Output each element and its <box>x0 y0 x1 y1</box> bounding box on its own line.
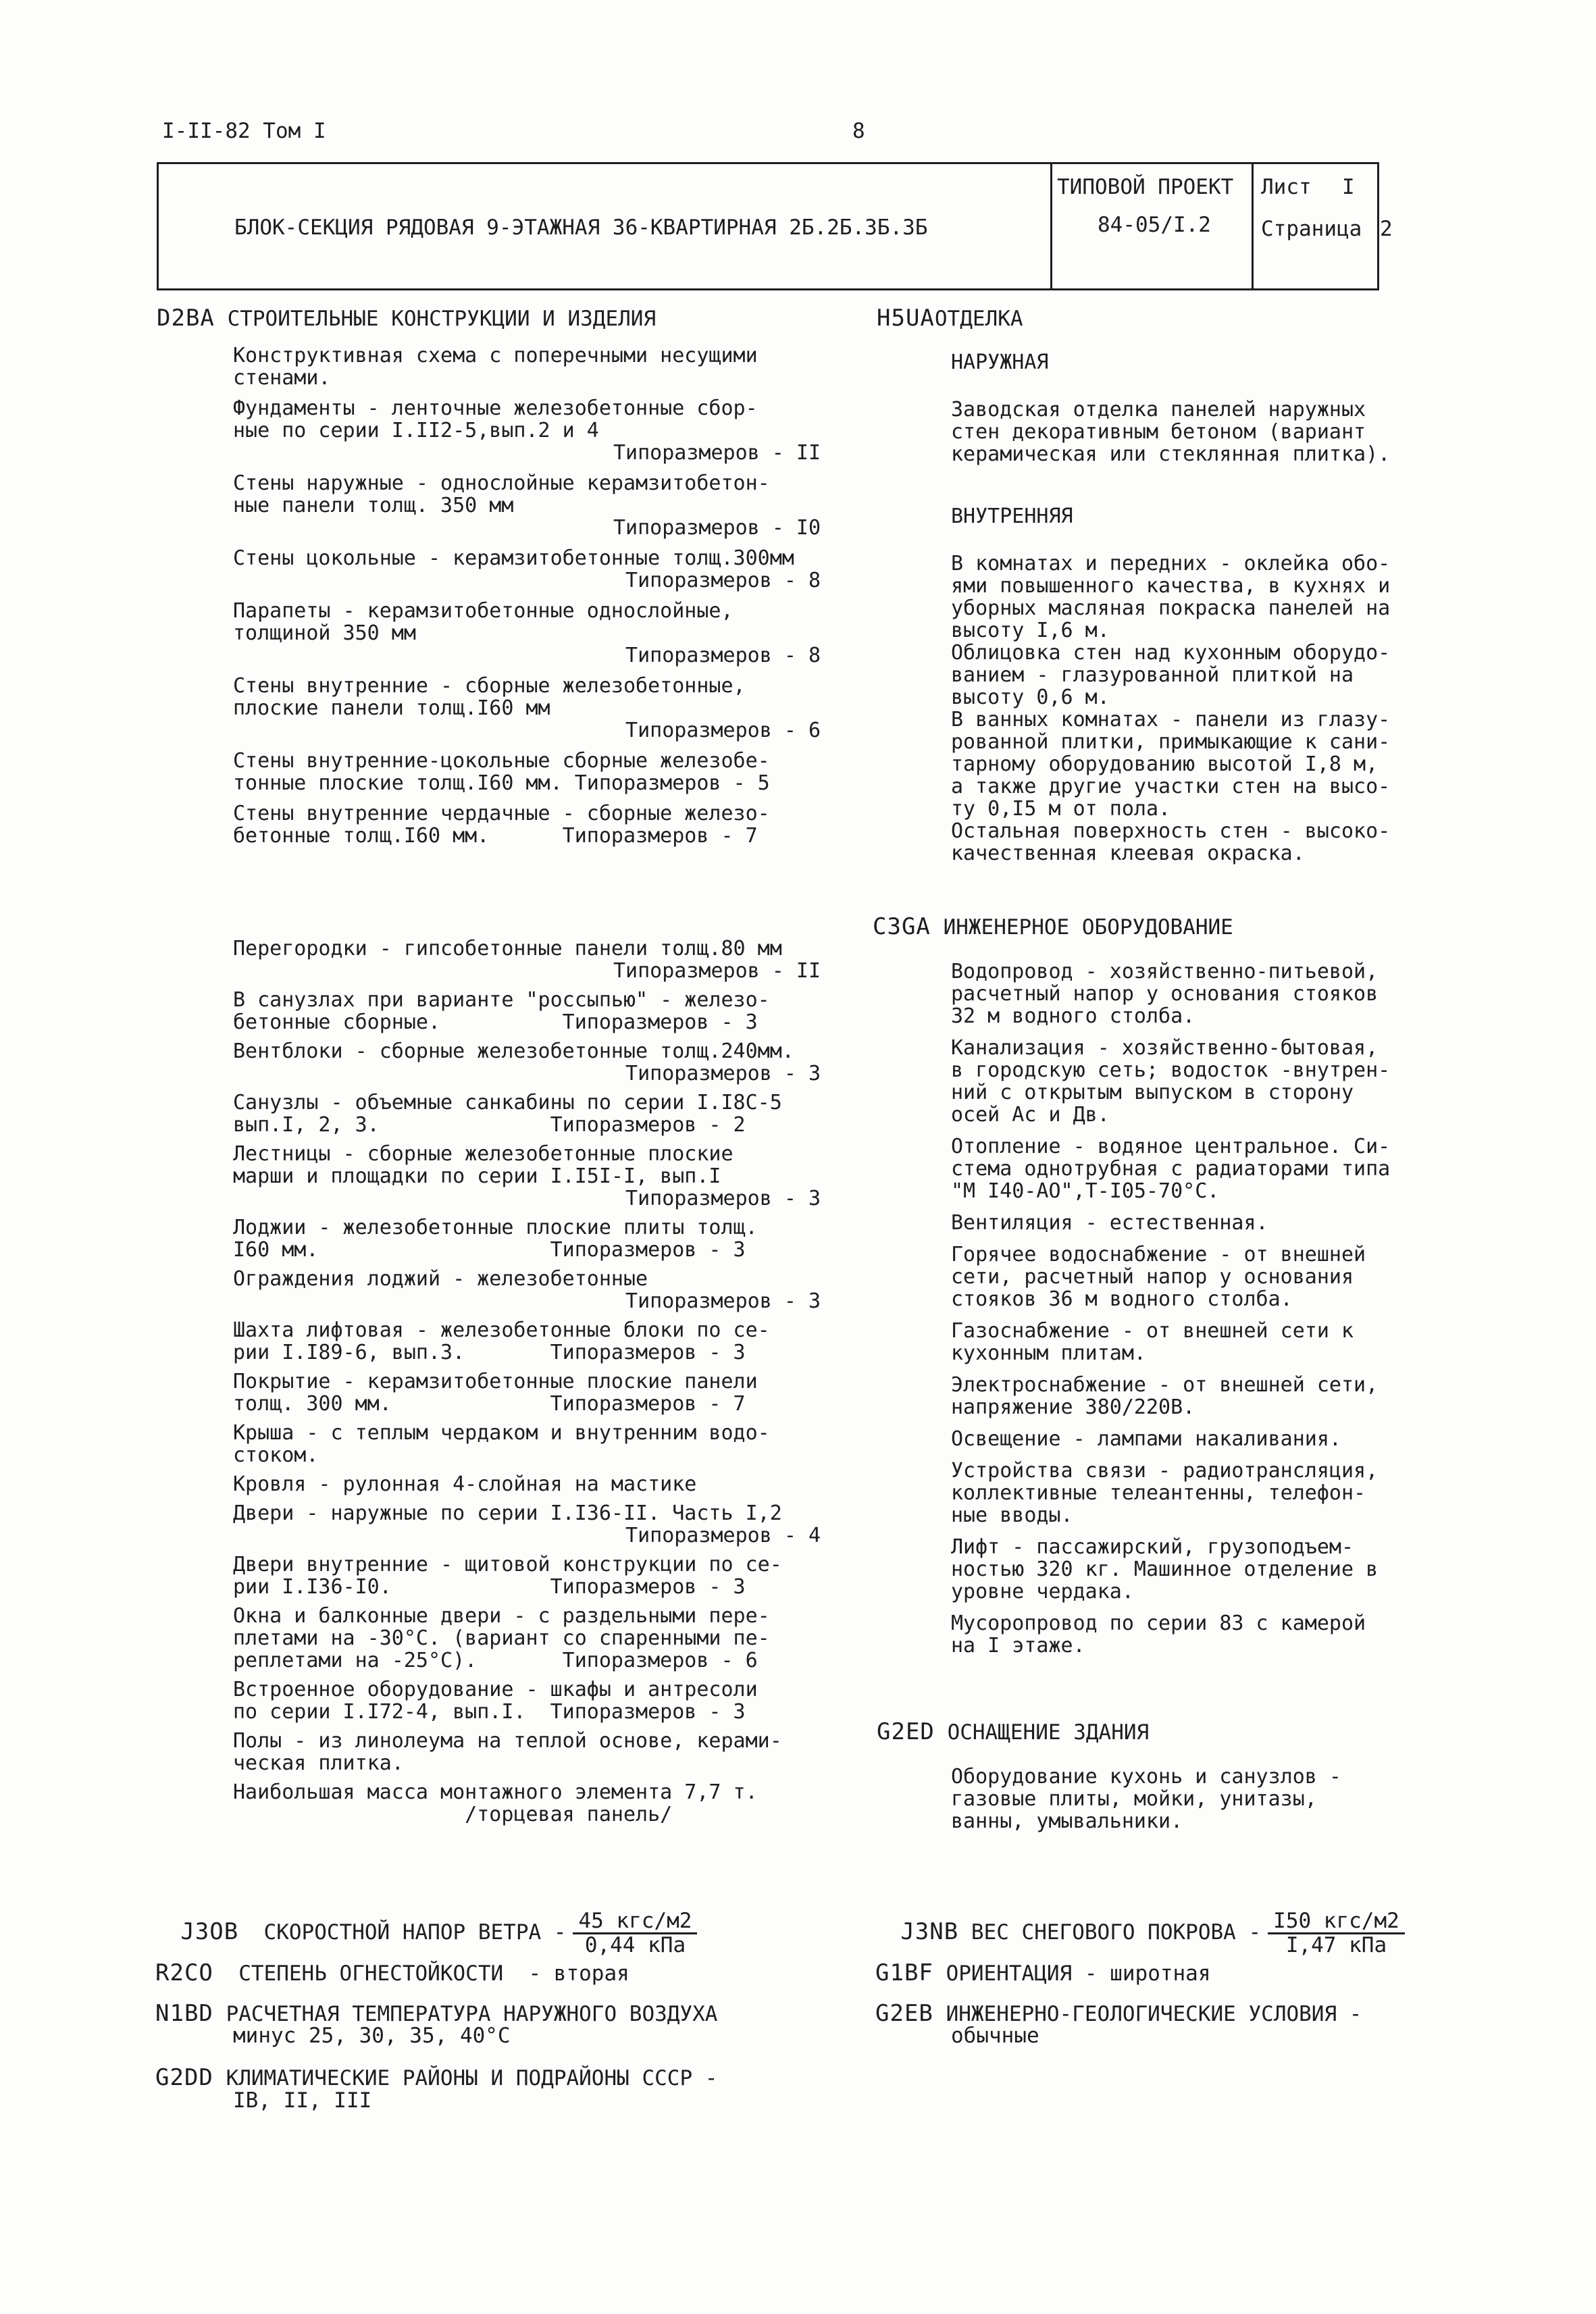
text-line: В ванных комнатах - панели из глазу- <box>951 708 1391 731</box>
item-line: сети, расчетный напор у основания <box>951 1265 1354 1289</box>
item-line: Шахта лифтовая - железобетонные блоки по се- <box>233 1318 770 1342</box>
item-line: Электроснабжение - от внешней сети, <box>951 1373 1379 1397</box>
text-line: рованной плитки, примыкающие к сани- <box>951 730 1391 754</box>
text-line: Остальная поверхность стен - высоко- <box>951 819 1391 843</box>
sheet-label: Лист <box>1261 175 1312 199</box>
engineering-list <box>951 960 1437 1666</box>
param-label: ИНЖЕНЕРНО-ГЕОЛОГИЧЕСКИЕ УСЛОВИЯ - <box>946 2002 1362 2026</box>
item-line: стояков 36 м водного столба. <box>951 1287 1293 1311</box>
item-line: Канализация - хозяйственно-бытовая, <box>951 1036 1379 1060</box>
project-number: 84-05/I.2 <box>1098 213 1211 237</box>
item-line: Кровля - рулонная 4-слойная на мастике <box>233 1472 697 1496</box>
item-line: Встроенное оборудование - шкафы и антресоли <box>233 1678 758 1701</box>
item-line: Мусоропровод по серии 83 с камерой <box>951 1612 1366 1635</box>
item-line: Стены внутренние-цокольные сборные железобе- <box>233 749 770 773</box>
text-line: качественная клеевая окраска. <box>951 842 1305 865</box>
list-item <box>233 1473 834 1495</box>
text-line: ванием - глазурованной плиткой на <box>951 663 1354 687</box>
item-line: /торцевая панель/ <box>233 1803 673 1826</box>
text-line: ями повышенного качества, в кухнях и <box>951 574 1391 598</box>
section-title: ОСНАЩЕНИЕ ЗДАНИЯ <box>947 1720 1150 1745</box>
item-line: на I этаже. <box>951 1634 1085 1657</box>
list-item <box>233 1143 834 1210</box>
list-item <box>233 1605 834 1672</box>
orientation <box>875 1959 1211 1986</box>
item-line: Вентблоки - сборные железобетонные толщ.240мм. <box>233 1039 794 1063</box>
list-item <box>233 750 834 794</box>
list-item <box>951 1536 1437 1603</box>
type-count: Типоразмеров - 3 <box>625 1062 821 1085</box>
item-line: ностью 320 кг. Машинное отделение в <box>951 1558 1379 1581</box>
snow-value-fraction <box>1268 1910 1405 1957</box>
list-item <box>951 1320 1437 1364</box>
list-item <box>233 1781 834 1826</box>
list-item <box>233 1730 834 1774</box>
item-line: Окна и балконные двери - с раздельными пере- <box>233 1604 770 1628</box>
item-line: Парапеты - керамзитобетонные однослойные, <box>233 599 733 623</box>
section-title: ИНЖЕНЕРНОЕ ОБОРУДОВАНИЕ <box>943 915 1233 940</box>
page-value: 2 <box>1380 217 1393 241</box>
item-line: ческая плитка. <box>233 1751 404 1775</box>
document-title: БЛОК-СЕКЦИЯ РЯДОВАЯ 9-ЭТАЖНАЯ 36-КВАРТИРНАЯ 2Б.2Б.3Б.3Б <box>234 215 928 240</box>
section-code: D2BA <box>157 305 215 332</box>
outer-finish-label: НАРУЖНАЯ <box>951 351 1049 374</box>
item-line: Двери - наружные по серии I.I36-II. Часть I,2 <box>233 1501 782 1525</box>
list-item <box>951 1374 1437 1418</box>
equipment-text <box>951 1766 1424 1832</box>
param-code: G2DD <box>155 2064 213 2091</box>
design-temperature-values: минус 25, 30, 35, 40°С <box>233 2024 511 2048</box>
wind-value-fraction <box>573 1910 697 1957</box>
item-line: осей Ас и Дв. <box>951 1103 1110 1127</box>
section-code: G2ED <box>877 1718 935 1745</box>
item-line: марши и площадки по серии I.I5I-I, вып.I <box>233 1164 721 1188</box>
param-label: ОРИЕНТАЦИЯ <box>946 1961 1073 1986</box>
type-count: Типоразмеров - 6 <box>625 719 821 742</box>
type-count: Типоразмеров - 8 <box>625 644 821 667</box>
page-number: 8 <box>852 119 865 143</box>
param-code: J3OB <box>180 1918 239 1945</box>
list-item <box>951 1212 1437 1234</box>
item-line: кухонным плитам. <box>951 1341 1146 1365</box>
geology-conditions <box>875 2000 1362 2027</box>
item-line: Освещение - лампами накаливания. <box>951 1427 1341 1451</box>
item-line: стоком. <box>233 1443 319 1467</box>
text-line: высоту 0,6 м. <box>951 686 1110 709</box>
item-line: Вентиляция - естественная. <box>951 1211 1268 1235</box>
list-item <box>233 802 834 847</box>
item-line: напряжение 380/220В. <box>951 1395 1195 1419</box>
climate-regions-values: IВ, II, III <box>233 2088 372 2113</box>
item-line: по серии I.I72-4, вып.I. Типоразмеров - 3 <box>233 1700 746 1724</box>
section-code: H5UA <box>877 305 935 332</box>
param-code: R2CO <box>155 1959 213 1986</box>
param-code: G2EB <box>875 2000 933 2027</box>
section-heading-construction <box>157 307 656 330</box>
item-line: 32 м водного столба. <box>951 1004 1195 1028</box>
item-line: Лестницы - сборные железобетонные плоские <box>233 1142 733 1166</box>
section-heading-finish <box>877 307 1023 330</box>
item-line: Наибольшая масса монтажного элемента 7,7 т. <box>233 1780 758 1804</box>
project-label: ТИПОВОЙ ПРОЕКТ <box>1057 175 1234 199</box>
outer-finish-text <box>951 398 1424 465</box>
list-item <box>233 344 834 389</box>
text-line: Облицовка стен над кухонным оборудо- <box>951 641 1391 665</box>
item-line: ные вводы. <box>951 1503 1073 1527</box>
list-item <box>951 1428 1437 1450</box>
item-line: Санузлы - объемные санкабины по серии I.I8С-5 <box>233 1091 782 1114</box>
item-line: Двери внутренние - щитовой конструкции по се- <box>233 1553 782 1576</box>
text-line: высоту I,6 м. <box>951 619 1110 642</box>
param-code: G1BF <box>875 1959 933 1986</box>
item-line: бетонные сборные. Типоразмеров - 3 <box>233 1010 758 1034</box>
item-line: Газоснабжение - от внешней сети к <box>951 1319 1354 1343</box>
item-line: Лоджии - железобетонные плоские плиты толщ. <box>233 1216 758 1239</box>
type-count: Типоразмеров - 3 <box>625 1187 821 1210</box>
wind-pressure <box>155 1888 697 1957</box>
param-label: КЛИМАТИЧЕСКИЕ РАЙОНЫ И ПОДРАЙОНЫ СССР - <box>226 2066 718 2090</box>
climate-regions <box>155 2064 718 2091</box>
type-count: Типоразмеров - II <box>613 959 821 983</box>
text-line: Оборудование кухонь и санузлов - <box>951 1765 1341 1789</box>
list-item <box>233 472 834 539</box>
item-line: Ограждения лоджий - железобетонные <box>233 1267 648 1291</box>
item-line: рии I.I36-I0. Типоразмеров - 3 <box>233 1575 746 1599</box>
item-line: вып.I, 2, 3. Типоразмеров - 2 <box>233 1113 746 1137</box>
section-code: C3GA <box>873 913 931 940</box>
item-line: Лифт - пассажирский, грузоподъем- <box>951 1535 1354 1559</box>
fraction-denominator: I,47 кПа <box>1285 1933 1387 1957</box>
fraction-denominator: 0,44 кПа <box>584 1933 686 1957</box>
list-item <box>951 960 1437 1027</box>
item-line: Стены цокольные - керамзитобетонные толщ.300мм <box>233 546 794 570</box>
type-count: Типоразмеров - 4 <box>625 1524 821 1547</box>
type-count: Типоразмеров - I0 <box>613 516 821 540</box>
item-line: ные по серии I.II2-5,вып.2 и 4 <box>233 419 599 442</box>
item-line: Крыша - с теплым чердаком и внутренним водо- <box>233 1421 770 1445</box>
text-line: уборных масляная покраска панелей на <box>951 596 1391 620</box>
item-line: реплетами на -25°С). Типоразмеров - 6 <box>233 1649 758 1672</box>
item-line: ные панели толщ. 350 мм <box>233 494 514 517</box>
section-title: СТРОИТЕЛЬНЫЕ КОНСТРУКЦИИ И ИЗДЕЛИЯ <box>227 307 657 331</box>
param-label: СКОРОСТНОЙ НАПОР ВЕТРА - <box>263 1920 567 1945</box>
design-temperature <box>155 2000 718 2027</box>
item-line: Стены наружные - однослойные керамзитобетон- <box>233 471 770 495</box>
item-line: Конструктивная схема с поперечными несущими <box>233 344 758 367</box>
type-count: Типоразмеров - II <box>613 441 821 465</box>
type-count: Типоразмеров - 8 <box>625 569 821 592</box>
text-line: ту 0,I5 м от пола. <box>951 797 1171 821</box>
list-item <box>233 1370 834 1415</box>
list-item <box>951 1612 1437 1657</box>
text-line: стен декоративным бетоном (вариант <box>951 420 1366 444</box>
param-code: N1BD <box>155 2000 213 2027</box>
section-title: ОТДЕЛКА <box>934 307 1023 331</box>
item-line: плоские панели толщ.I60 мм <box>233 696 550 720</box>
geology-conditions-value: обычные <box>951 2024 1039 2048</box>
snow-load <box>875 1888 1405 1957</box>
list-item <box>233 1319 834 1364</box>
item-line: уровне чердака. <box>951 1580 1134 1603</box>
fraction-numerator: 45 кгс/м2 <box>573 1910 697 1934</box>
param-code: J3NB <box>900 1918 959 1945</box>
section-heading-equipment <box>877 1718 1150 1745</box>
list-item <box>233 1040 834 1085</box>
text-line: Заводская отделка панелей наружных <box>951 398 1366 421</box>
item-line: ний с открытым выпуском в сторону <box>951 1081 1354 1104</box>
list-item <box>233 1091 834 1136</box>
fraction-numerator: I50 кгс/м2 <box>1268 1910 1405 1934</box>
fire-resistance <box>155 1959 629 1986</box>
item-line: стенами. <box>233 366 331 390</box>
list-item <box>951 1460 1437 1526</box>
text-line: тарному оборудованию высотой I,8 м, <box>951 752 1379 776</box>
param-value: - вторая <box>528 1961 629 1986</box>
item-line: бетонные толщ.I60 мм. Типоразмеров - 7 <box>233 824 758 848</box>
list-item <box>233 600 834 667</box>
section-heading-engineering <box>873 913 1233 940</box>
item-line: стема однотрубная с радиаторами типа <box>951 1157 1391 1181</box>
list-item <box>951 1135 1437 1202</box>
item-line: Стены внутренние - сборные железобетонные, <box>233 674 746 698</box>
type-count: Типоразмеров - 3 <box>625 1289 821 1313</box>
list-item <box>951 1243 1437 1310</box>
item-line: рии I.I89-6, вып.3. Типоразмеров - 3 <box>233 1341 746 1364</box>
item-line: коллективные телеантенны, телефон- <box>951 1481 1366 1505</box>
text-line: а также другие участки стен на высо- <box>951 775 1391 798</box>
text-line: В комнатах и передних - оклейка обо- <box>951 552 1391 575</box>
page-label: Страница <box>1261 217 1362 241</box>
list-item <box>233 675 834 742</box>
item-line: в городскую сеть; водосток -внутрен- <box>951 1058 1391 1082</box>
list-item <box>233 1502 834 1547</box>
list-item <box>233 1268 834 1312</box>
item-line: Отопление - водяное центральное. Си- <box>951 1135 1391 1158</box>
list-item <box>233 1678 834 1723</box>
list-item <box>233 1216 834 1261</box>
item-line: "М I40-АО",Т-I05-70°С. <box>951 1179 1220 1203</box>
item-line: В санузлах при варианте "россыпью" - железо- <box>233 988 770 1012</box>
title-block <box>157 162 1393 290</box>
text-line: керамическая или стеклянная плитка). <box>951 442 1391 466</box>
text-line: газовые плиты, мойки, унитазы, <box>951 1787 1317 1811</box>
item-line: Устройства связи - радиотрансляция, <box>951 1459 1379 1483</box>
item-line: Стены внутренние чердачные - сборные железо- <box>233 802 770 825</box>
param-value: - широтная <box>1084 1961 1211 1986</box>
item-line: плетами на -30°С. (вариант со спаренными пе- <box>233 1626 770 1650</box>
param-label: СТЕПЕНЬ ОГНЕСТОЙКОСТИ <box>238 1961 504 1986</box>
item-line: Фундаменты - ленточные железобетонные сбор- <box>233 396 758 420</box>
item-line: Покрытие - керамзитобетонные плоские панели <box>233 1370 758 1393</box>
construction-list <box>233 344 834 855</box>
item-line: Горячее водоснабжение - от внешней <box>951 1243 1366 1266</box>
item-line: Перегородки - гипсобетонные панели толщ.80 мм <box>233 937 782 960</box>
construction-list-continued <box>233 937 834 1832</box>
list-item <box>233 1422 834 1466</box>
inner-finish-label: ВНУТРЕННЯЯ <box>951 505 1073 528</box>
item-line: I60 мм. Типоразмеров - 3 <box>233 1238 746 1262</box>
param-label: РАСЧЕТНАЯ ТЕМПЕРАТУРА НАРУЖНОГО ВОЗДУХА <box>226 2002 718 2026</box>
list-item <box>233 989 834 1033</box>
item-line: Водопровод - хозяйственно-питьевой, <box>951 960 1379 983</box>
param-label: ВЕС СНЕГОВОГО ПОКРОВА - <box>971 1920 1262 1945</box>
doc-ref: I-II-82 Том I <box>162 119 326 143</box>
list-item <box>233 397 834 464</box>
item-line: расчетный напор у основания стояков <box>951 982 1379 1006</box>
item-line: тонные плоские толщ.I60 мм. Типоразмеров - 5 <box>233 771 770 795</box>
item-line: толщиной 350 мм <box>233 621 416 645</box>
item-line: Полы - из линолеума на теплой основе, керами- <box>233 1729 782 1753</box>
item-line: толщ. 300 мм. Типоразмеров - 7 <box>233 1392 746 1416</box>
list-item <box>951 1037 1437 1126</box>
sheet-value: I <box>1342 175 1355 199</box>
list-item <box>233 547 834 592</box>
text-line: ванны, умывальники. <box>951 1809 1183 1833</box>
list-item <box>233 937 834 982</box>
inner-finish-text <box>951 552 1424 865</box>
list-item <box>233 1553 834 1598</box>
